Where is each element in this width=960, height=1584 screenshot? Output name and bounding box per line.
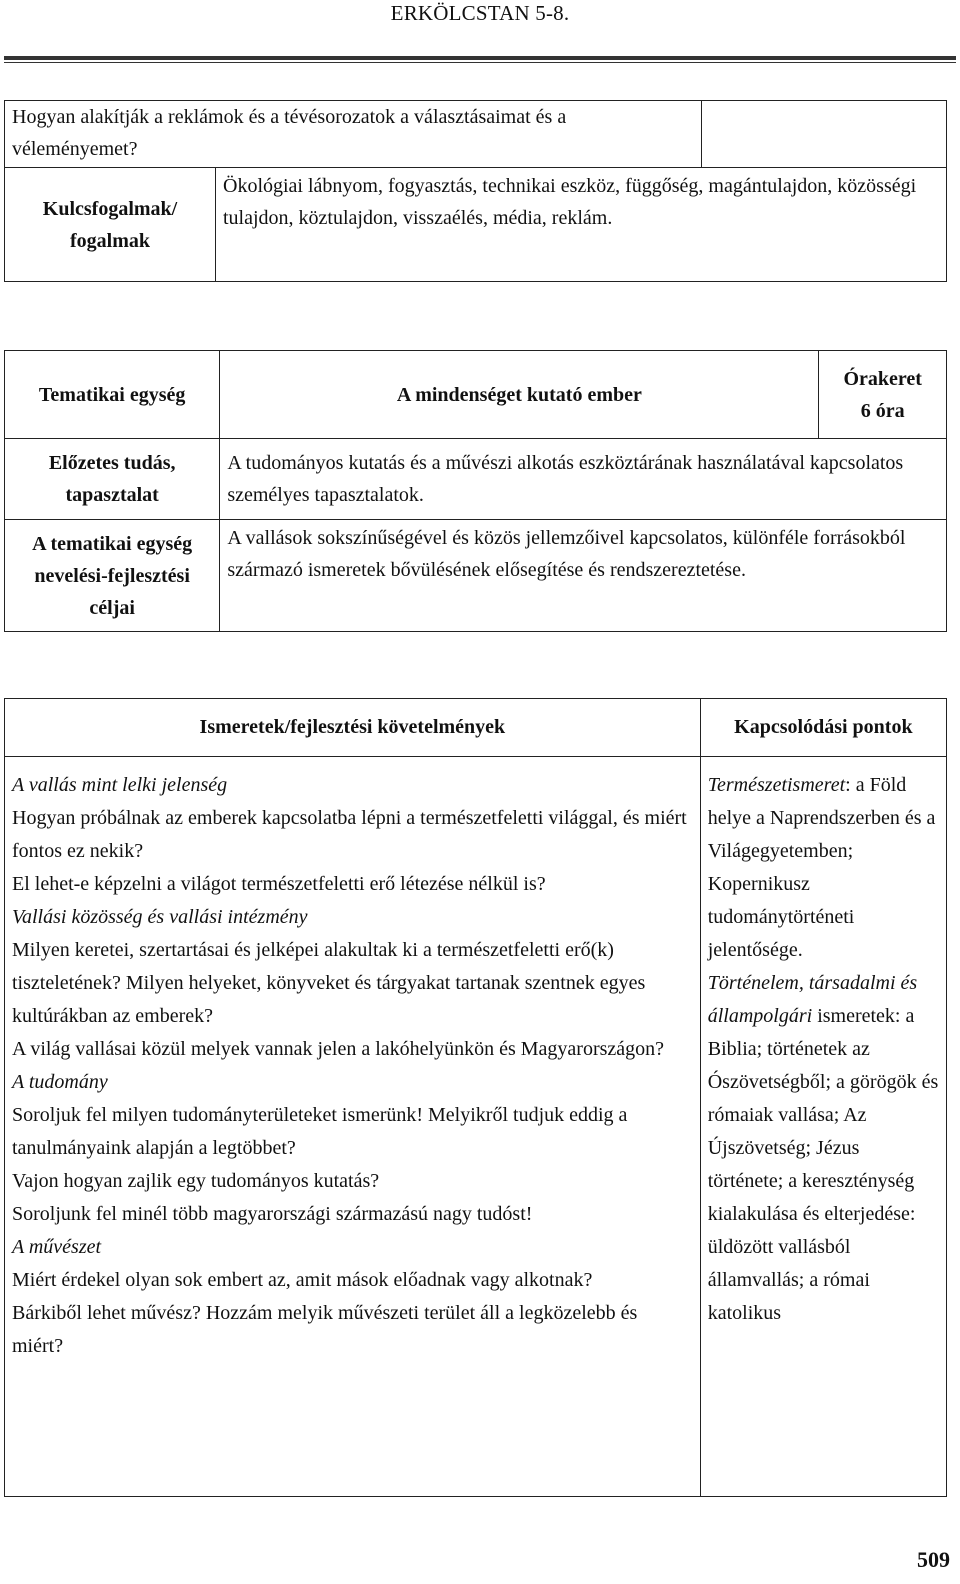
header-rule xyxy=(4,56,956,60)
key-concepts-cell xyxy=(216,168,947,282)
paragraph: A világ vallásai közül melyek vannak jelen a lakóhelyünkön és Magyarországon? xyxy=(12,1038,665,1060)
hours-value: 6 óra xyxy=(860,399,905,422)
page-number: 509 xyxy=(917,1547,950,1572)
topic-heading-religion: A vallás mint lelki jelenség xyxy=(12,774,228,796)
key-concepts-text: Ökológiai lábnyom, fogyasztás, technikai eszköz, függőség, magántulajdon, közösségi tulajdon, köztulajdon, visszaélés, média, reklám. xyxy=(223,175,917,229)
paragraph: Miért érdekel olyan sok embert az, amit mások előadnak vagy alkotnak? xyxy=(12,1269,593,1291)
connection-item: Történelem, társadalmi és állampolgári ismeretek: a Biblia; történetek az Ószövetségből; a görögök és rómaiak vallása; Az Újszövetség; Jézus története; a kereszténység kialakulása és elterjedése: üldözött vallásból államvallás; a római katolikus xyxy=(707,972,939,1324)
empty-cell xyxy=(702,101,947,168)
requirements-header: Ismeretek/fejlesztési követelmények xyxy=(5,699,701,757)
connections-header: Kapcsolódási pontok xyxy=(700,699,946,757)
paragraph: El lehet-e képzelni a világot természetfeletti erő létezése nélkül is? xyxy=(12,873,546,895)
connection-item: Természetismeret: a Föld helye a Naprendszerben és a Világegyetemben; Kopernikusz tudománytörténeti jelentősége. xyxy=(707,774,936,961)
topic-heading-art: A művészet xyxy=(12,1236,102,1258)
paragraph: Soroljuk fel milyen tudományterületeket ismerünk! Melyikről tudjuk eddig a tanulmányaink alapján a legtöbbet? xyxy=(12,1104,628,1159)
topic-heading-science: A tudomány xyxy=(12,1071,108,1093)
topic-heading-community: Vallási közösség és vallási intézmény xyxy=(12,906,308,928)
unit-table xyxy=(4,350,947,632)
paragraph: Hogyan próbálnak az emberek kapcsolatba lépni a természetfeletti világgal, és miért fontos ez nekik? xyxy=(12,807,687,862)
prior-knowledge-label: Előzetes tudás, tapasztalat xyxy=(5,439,220,520)
question-text: Hogyan alakítják a reklámok és a tévésorozatok a választásaimat és a véleményemet? xyxy=(12,106,567,160)
key-concepts-label: Kulcsfogalmak/ fogalmak xyxy=(5,168,216,282)
goals-label: A tematikai egység nevelési-fejlesztési céljai xyxy=(5,520,220,632)
paragraph: Soroljunk fel minél több magyarországi származású nagy tudóst! xyxy=(12,1203,533,1225)
unit-title: A mindenséget kutató ember xyxy=(220,351,819,439)
hours-cell xyxy=(819,351,947,439)
intro-table xyxy=(4,100,947,282)
question-cell xyxy=(5,101,702,168)
prior-knowledge-text: A tudományos kutatás és a művészi alkotás eszköztárának használatával kapcsolatos személyes tapasztalatok. xyxy=(227,452,904,506)
goals-text: A vallások sokszínűségével és közös jellemzőivel kapcsolatos, különféle forrásokból származó ismeretek bővülésének elősegítése és rendszereztetése. xyxy=(227,527,906,581)
page-header-title: ERKÖLCSTAN 5-8. xyxy=(390,1,570,25)
paragraph: Milyen keretei, szertartásai és jelképei alakultak ki a természetfeletti erő(k) tiszteletének? Milyen helyeket, könyveket és tárgyakat tartanak szentnek egyes kultúrákban az emberek? xyxy=(12,939,646,1027)
connections-cell xyxy=(700,757,946,1497)
goals-cell xyxy=(220,520,947,632)
unit-label: Tematikai egység xyxy=(5,351,220,439)
paragraph: Bárkiből lehet művész? Hozzám melyik művészeti terület áll a legközelebb és miért? xyxy=(12,1302,638,1357)
hours-label: Órakeret xyxy=(843,367,922,390)
header-rule-thin xyxy=(4,62,956,63)
prior-knowledge-cell xyxy=(220,439,947,520)
content-table xyxy=(4,698,947,1497)
requirements-cell xyxy=(5,757,701,1497)
paragraph: Vajon hogyan zajlik egy tudományos kutatás? xyxy=(12,1170,380,1192)
